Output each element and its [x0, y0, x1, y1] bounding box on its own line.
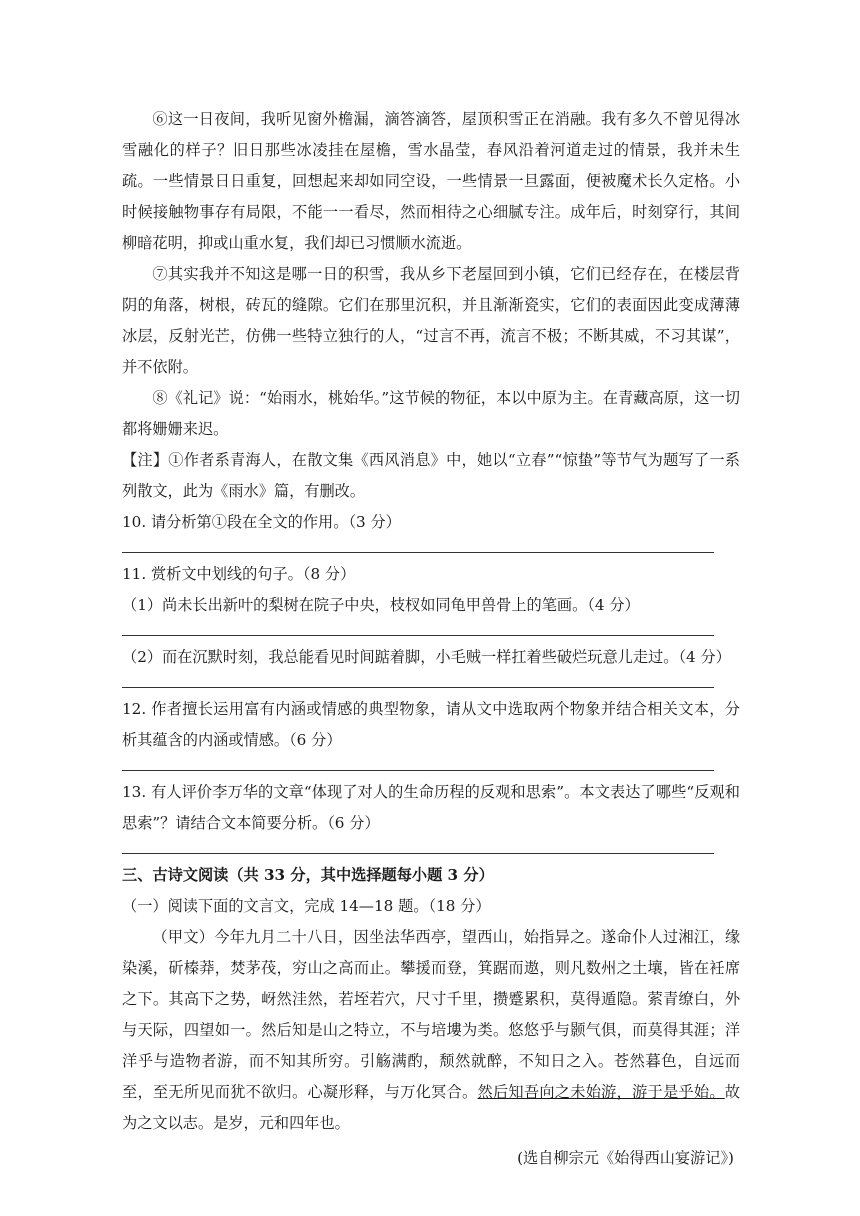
answer-line-13[interactable]: [122, 839, 714, 854]
question-10: 10. 请分析第①段在全文的作用。（3 分）: [122, 513, 401, 531]
paragraph-6: ⑥这一日夜间，我听见窗外檐漏，滴答滴答，屋顶积雪正在消融。我有多久不曾见得冰雪融化的样子？旧日那些冰凌挂在屋檐，雪水晶莹，春风沿着河道走过的情景，我并未生疏。一些情景日日重复，回想起来却如同空设，一些情景一旦露面，便被魔术长久定格。小时候接触物事存有局限，不能一一看尽，然而相待之心细腻专注。成年后，时刻穿行，其间柳暗花明，抑或山重水复，我们却已习惯顺水流逝。: [122, 110, 740, 252]
classical-text-passage: [122, 922, 740, 1139]
question-11-1: （1）尚未长出新叶的梨树在院子中央，枝杈如同龟甲兽骨上的笔画。（4 分）: [122, 596, 640, 614]
passage-text-after: 故为之文以志。是岁，元和四年也。: [122, 1083, 741, 1132]
answer-line-10[interactable]: [122, 538, 714, 553]
answer-line-12[interactable]: [122, 756, 714, 771]
question-12: 12. 作者擅长运用富有内涵或情感的典型物象，请从文中选取两个物象并结合相关文本，分析其蕴含的内涵或情感。（6 分）: [122, 700, 740, 749]
question-13: 13. 有人评价李万华的文章“体现了对人的生命历程的反观和思索”。本文表达了哪些“反观和思索”？请结合文本简要分析。（6 分）: [122, 783, 740, 832]
underlined-sentence: 然后知吾向之未始游，游于是乎始。: [477, 1083, 725, 1101]
question-11: 11. 赏析文中划线的句子。（8 分）: [122, 565, 356, 583]
question-11-2: （2）而在沉默时刻，我总能看见时间踮着脚，小毛贼一样扛着些破烂玩意儿走过。（4 分）: [122, 648, 731, 666]
section-3-subheading: （一）阅读下面的文言文，完成 14—18 题。（18 分）: [122, 897, 491, 915]
paragraph-8: ⑧《礼记》说：“始雨水，桃始华。”这节候的物征，本以中原为主。在青藏高原，这一切都将姗姗来迟。: [122, 389, 740, 438]
answer-line-11-1[interactable]: [122, 621, 714, 636]
answer-line-11-2[interactable]: [122, 673, 714, 688]
author-note: 【注】①作者系青海人，在散文集《西风消息》中，她以“立春”“惊蛰”等节气为题写了一系列散文，此为《雨水》篇，有删改。: [122, 451, 740, 500]
passage-text-before: （甲文）今年九月二十八日，因坐法华西亭，望西山，始指异之。遂命仆人过湘江，缘染溪，斫榛莽，焚茅茷，穷山之高而止。攀援而登，箕踞而遨，则凡数州之土壤，皆在衽席之下。其高下之势，岈然洼然，若垤若穴，尺寸千里，攒蹙累积，莫得遁隐。萦青缭白，外与天际，四望如一。然后知是山之特立，不与培塿为类。悠悠乎与颢气俱，而莫得其涯；洋洋乎与造物者游，而不知其所穷。引觞满酌，颓然就醉，不知日之入。苍然暮色，自远而至，至无所见而犹不欲归。心凝形释，与万化冥合。: [122, 928, 740, 1101]
section-3-heading: 三、古诗文阅读（共 33 分，其中选择题每小题 3 分）: [122, 866, 494, 884]
paragraph-7: ⑦其实我并不知这是哪一日的积雪，我从乡下老屋回到小镇，它们已经存在，在楼层背阴的角落，树根，砖瓦的缝隙。它们在那里沉积，并且渐渐瓷实，它们的表面因此变成薄薄冰层，反射光芒，仿佛一些特立独行的人，“过言不再，流言不极；不断其威，不习其谋”，并不依附。: [122, 265, 740, 376]
document-body: [122, 104, 740, 1174]
passage-source: (选自柳宗元《始得西山宴游记》): [517, 1149, 734, 1167]
